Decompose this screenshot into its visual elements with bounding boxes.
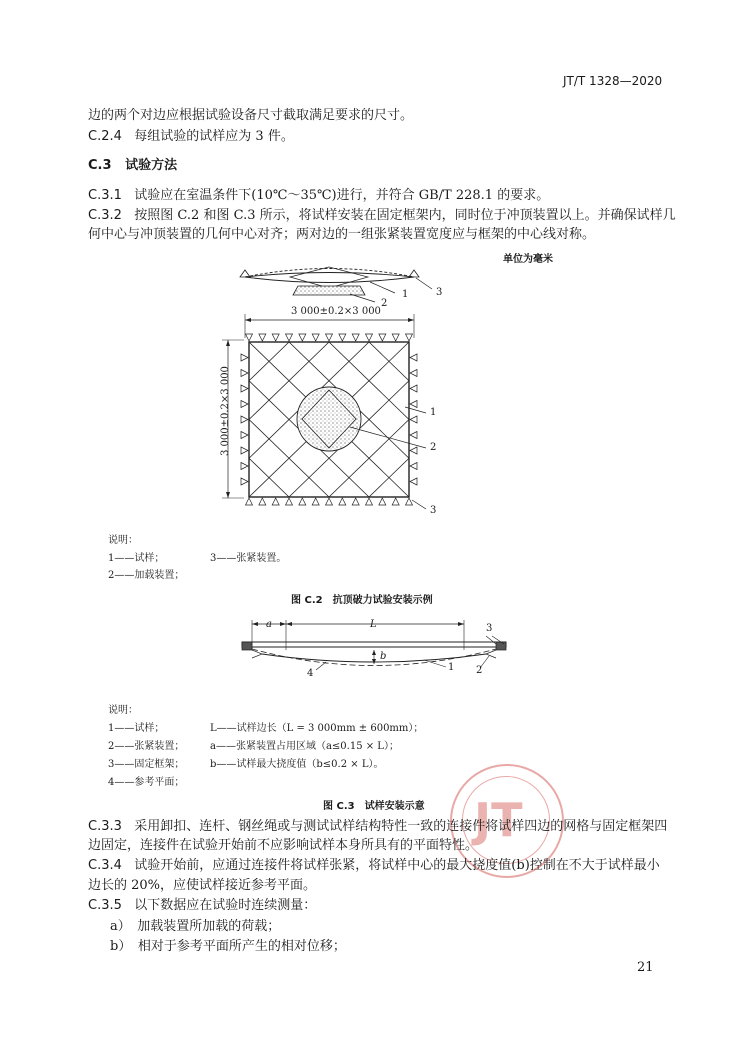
leader-line xyxy=(405,407,426,413)
tensioner-triangle-icon xyxy=(241,401,248,408)
clause-c33 xyxy=(88,818,667,836)
leader-line xyxy=(412,500,426,509)
callout-2: 2 xyxy=(430,442,437,453)
clause-number: C.3.1 xyxy=(88,188,122,203)
tensioner-left xyxy=(252,650,262,658)
tensioner-triangle-icon xyxy=(379,334,386,341)
clause-text: 按照图 C.2 和图 C.3 所示，将试样安装在固定框架内，同时位于冲顶装置以上。并确保试样几 xyxy=(134,208,676,223)
clause-c32-continued: 何中心与冲顶装置的几何中心对齐；两对边的一组张紧装置宽度应与框架的中心线对称。 xyxy=(88,227,596,242)
tensioner-triangle-icon xyxy=(241,478,248,485)
tensioner-triangle-icon xyxy=(272,334,279,341)
clause-c34 xyxy=(88,857,660,875)
tensioner-triangle-icon xyxy=(246,334,253,341)
section-title: 试验方法 xyxy=(125,158,178,173)
callout-2: 2 xyxy=(381,298,388,309)
loading-device-fill xyxy=(298,388,360,450)
clause-c33-continued: 边固定，连接件在试验开始前不应影响试样本身所具有的平面特性。 xyxy=(88,838,479,853)
tensioner-triangle-icon xyxy=(410,463,417,470)
legend-item: 4——参考平面； xyxy=(108,777,185,788)
tensioner-triangle-icon xyxy=(299,498,306,505)
tensioner-triangle-icon xyxy=(410,416,417,423)
label-a: a xyxy=(266,619,272,630)
callout-2: 2 xyxy=(476,665,483,676)
legend-item: 3——固定框架； xyxy=(108,759,185,770)
leader-line xyxy=(370,282,395,293)
tensioner-triangle-icon xyxy=(326,334,333,341)
tensioner-triangle-icon xyxy=(241,354,248,361)
tensioner-triangle-icon xyxy=(410,447,417,454)
tensioner-triangle-icon xyxy=(379,498,386,505)
figure-c2-plan xyxy=(241,334,426,509)
tensioner-triangle-icon xyxy=(392,334,399,341)
section-c3-heading xyxy=(88,157,177,175)
legend-item: 3——张紧装置。 xyxy=(210,553,287,564)
tensioner-triangle-icon xyxy=(352,498,359,505)
legend-item: 2——张紧装置； xyxy=(108,741,185,752)
clause-number: C.3.3 xyxy=(88,819,122,834)
page-number: 21 xyxy=(637,960,654,975)
frame-end-right xyxy=(496,642,506,650)
clause-text: 每组试验的试样应为 3 件。 xyxy=(134,129,294,144)
tensioner-triangle-icon xyxy=(410,385,417,392)
figure-c2-caption: 图 C.2 抗顶破力试验安装示例 xyxy=(291,595,433,606)
clause-number: C.3.4 xyxy=(88,858,122,873)
support-triangle-icon xyxy=(240,270,250,277)
tensioner-triangle-icon xyxy=(392,498,399,505)
frame-end-left xyxy=(242,642,252,650)
legend-item: 1——试样； xyxy=(108,553,165,564)
list-item-b: b） 相对于参考平面所产生的相对位移； xyxy=(110,939,346,954)
clause-number: C.2.4 xyxy=(88,129,122,144)
tensioner-triangle-icon xyxy=(410,354,417,361)
horizontal-dimension xyxy=(245,314,414,338)
clause-number: C.3.5 xyxy=(88,898,122,913)
tensioner-triangle-icon xyxy=(326,498,333,505)
tensioner-triangle-icon xyxy=(312,498,319,505)
unit-note: 单位为毫米 xyxy=(503,254,553,265)
leader-line xyxy=(316,662,326,670)
fixed-frame xyxy=(242,642,506,647)
section-number: C.3 xyxy=(88,158,112,173)
tensioner-triangle-icon xyxy=(286,334,293,341)
legend-item: 1——试样； xyxy=(108,723,165,734)
clause-text: 采用卸扣、连杆、钢丝绳或与测试试样结构特性一致的连接件将试样四边的网格与固定框架四 xyxy=(134,819,668,834)
tensioner-triangle-icon xyxy=(410,401,417,408)
legend-item: L——试样边长（L = 3 000mm ± 600mm）； xyxy=(210,723,424,734)
dimension-vertical-label: 3 000±0.2×3 000 xyxy=(220,366,231,456)
tensioner-column-left xyxy=(241,354,248,485)
clause-c24 xyxy=(88,128,294,146)
tensioner-triangle-icon xyxy=(406,498,413,505)
tensioner-triangle-icon xyxy=(241,370,248,377)
legend-item: a——张紧装置占用区域（a≤0.15 × L）； xyxy=(210,741,399,752)
legend-item: b——试样最大挠度值（b≤0.2 × L）。 xyxy=(210,759,384,770)
sample-lower xyxy=(245,277,414,283)
tensioner-triangle-icon xyxy=(272,498,279,505)
paragraph-continuation: 边的两个对边应根据试验设备尺寸截取满足要求的尺寸。 xyxy=(88,108,414,123)
callout-1: 1 xyxy=(448,662,455,673)
figure-c3-caption: 图 C.3 试样安装示意 xyxy=(323,801,425,812)
label-b: b xyxy=(380,651,387,662)
tensioner-triangle-icon xyxy=(241,447,248,454)
clause-number: C.3.2 xyxy=(88,208,122,223)
tensioner-triangle-icon xyxy=(241,416,248,423)
tensioner-triangle-icon xyxy=(259,498,266,505)
tensioner-triangle-icon xyxy=(339,334,346,341)
callout-1: 1 xyxy=(402,289,409,300)
tensioner-triangle-icon xyxy=(259,334,266,341)
tensioner-triangle-icon xyxy=(366,498,373,505)
clause-text: 以下数据应在试验时连续测量： xyxy=(134,898,317,913)
sample-mesh xyxy=(290,267,368,288)
clause-c32 xyxy=(88,207,676,225)
callout-3: 3 xyxy=(430,505,437,516)
tensioner-triangle-icon xyxy=(286,498,293,505)
tensioner-triangle-icon xyxy=(241,463,248,470)
document-code: JT/T 1328—2020 xyxy=(563,74,663,88)
legend-title: 说明： xyxy=(108,705,138,716)
tensioner-triangle-icon xyxy=(299,334,306,341)
legend-item: 2——加载装置； xyxy=(108,570,185,581)
callout-3: 3 xyxy=(436,287,443,298)
tensioner-triangle-icon xyxy=(339,498,346,505)
list-item-a: a） 加载装置所加载的荷载； xyxy=(110,919,281,934)
tensioner-triangle-icon xyxy=(410,370,417,377)
watermark-text: JT xyxy=(474,793,523,847)
leader-line xyxy=(486,636,496,644)
label-L: L xyxy=(370,619,377,630)
tensioner-row-bottom xyxy=(246,498,413,505)
loading-device-side xyxy=(293,286,365,295)
callout-4: 4 xyxy=(307,668,314,679)
tensioner-triangle-icon xyxy=(246,498,253,505)
clause-c35 xyxy=(88,897,316,915)
legend-title: 说明： xyxy=(108,535,138,546)
tensioner-triangle-icon xyxy=(410,432,417,439)
tensioner-triangle-icon xyxy=(312,334,319,341)
tensioner-triangle-icon xyxy=(406,334,413,341)
figure-c2-drawing xyxy=(200,262,520,522)
clause-c31 xyxy=(88,187,549,205)
clause-text: 试验开始前，应通过连接件将试样张紧，将试样中心的最大挠度值(b)控制在不大于试样最小 xyxy=(134,858,660,873)
clause-c34-continued: 边长的 20%，应使试样接近参考平面。 xyxy=(88,878,317,893)
tensioner-column-right xyxy=(410,354,417,485)
clause-text: 试验应在室温条件下(10℃～35℃)进行，并符合 GB/T 228.1 的要求。 xyxy=(134,188,550,203)
callout-1: 1 xyxy=(430,407,437,418)
tensioner-triangle-icon xyxy=(352,334,359,341)
sample-upper xyxy=(245,273,414,278)
dimension-horizontal-label: 3 000±0.2×3 000 xyxy=(291,306,381,317)
tensioner-triangle-icon xyxy=(366,334,373,341)
callout-3: 3 xyxy=(486,623,493,634)
tensioner-triangle-icon xyxy=(410,478,417,485)
leader-line xyxy=(416,278,432,289)
tensioner-triangle-icon xyxy=(241,432,248,439)
tensioner-row-top xyxy=(246,334,413,341)
tensioner-triangle-icon xyxy=(241,385,248,392)
